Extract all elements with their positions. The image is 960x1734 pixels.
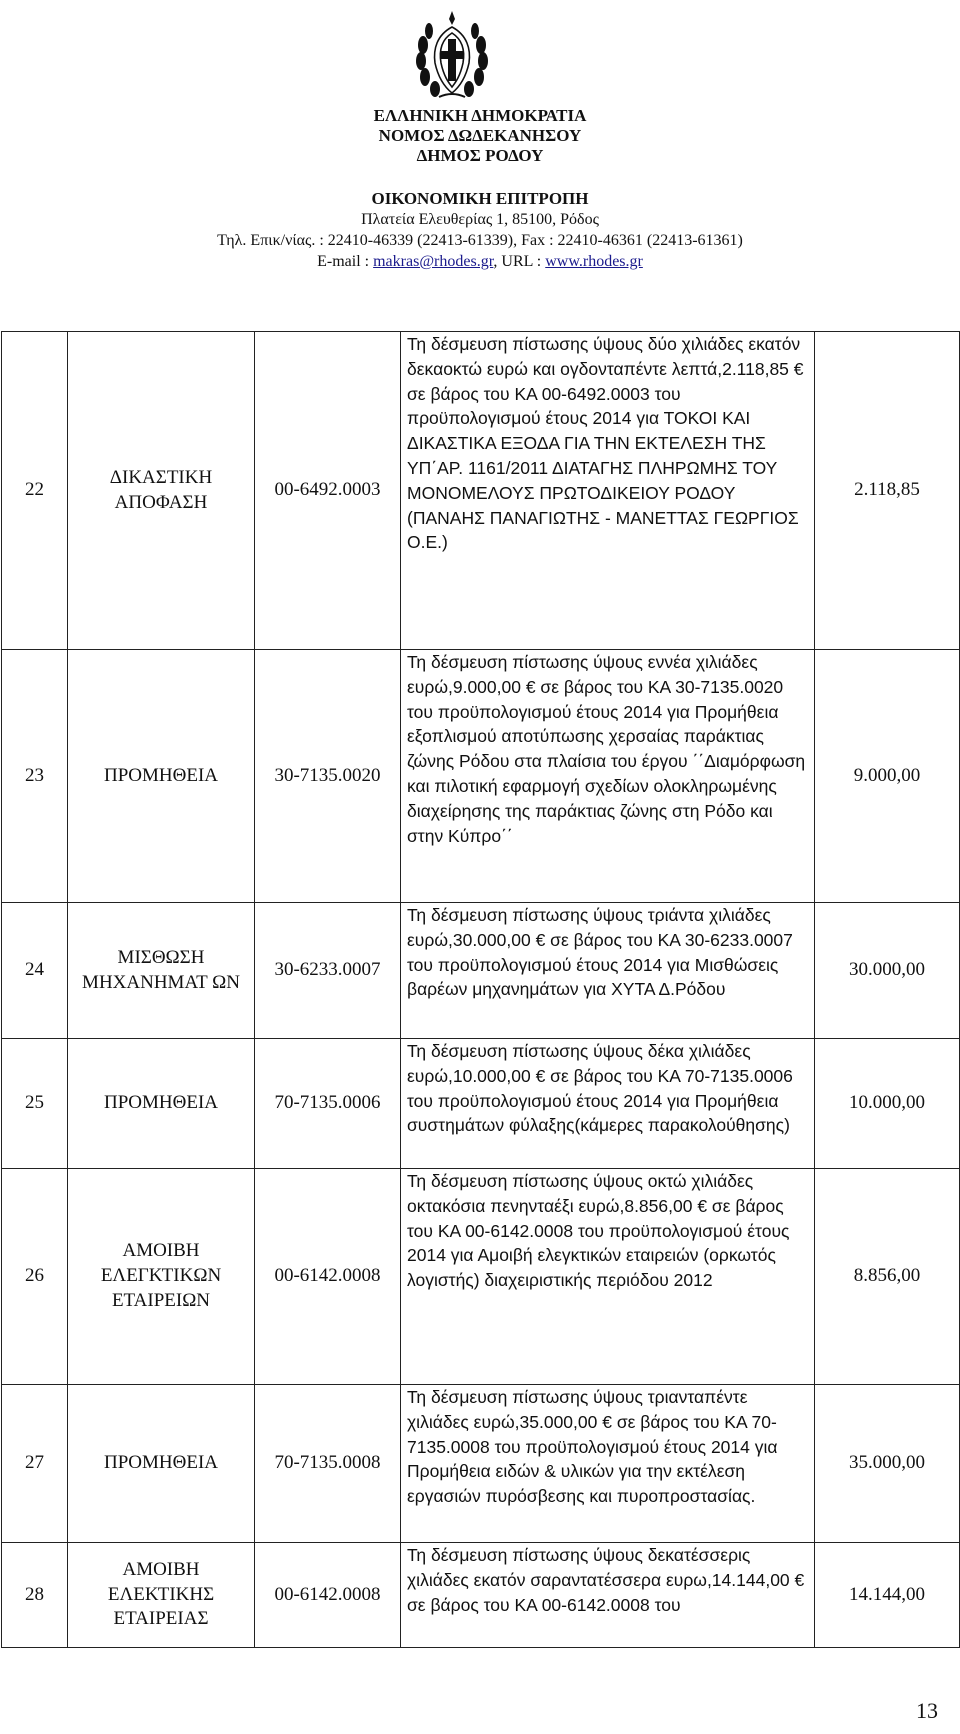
header-address: Πλατεία Ελευθερίας 1, 85100, Ρόδος: [361, 211, 599, 228]
row-code: 00-6142.0008: [255, 1169, 401, 1385]
row-description: Τη δέσμευση πίστωσης ύψους δύο χιλιάδες εκατόν δεκαοκτώ ευρώ και ογδονταπέντε λεπτά,2.118,85 € σε βάρος του ΚΑ 00-6492.0003 του προϋπολογισμού έτους 2014 για ΤΟΚΟΙ ΚΑΙ ΔΙΚΑΣΤΙΚΑ ΕΞΟΔΑ ΓΙΑ ΤΗΝ ΕΚΤΕΛΕΣΗ ΤΗΣ ΥΠ΄ΑΡ. 1161/2011 ΔΙΑΤΑΓΗΣ ΠΛΗΡΩΜΗΣ ΤΟΥ ΜΟΝΟΜΕΛΟΥΣ ΠΡΩΤΟΔΙΚΕΙΟΥ ΡΟΔΟΥ (ΠΑΝΑΗΣ ΠΑΝΑΓΙΩΤΗΣ - ΜΑΝΕΤΤΑΣ ΓΕΩΡΓΙΟΣ Ο.Ε.): [401, 332, 815, 650]
row-category: ΔΙΚΑΣΤΙΚΗ ΑΠΟΦΑΣΗ: [68, 332, 255, 650]
row-description: Τη δέσμευση πίστωσης ύψους οκτώ χιλιάδες οκτακόσια πενηνταέξι ευρώ,8.856,00 € σε βάρος του ΚΑ 00-6142.0008 του προϋπολογισμού έτους 2014 για Αμοιβή ελεγκτικών εταιρειών (ορκωτός λογιστής) διαχειριστικής περιόδου 2012: [401, 1169, 815, 1385]
url-label: , URL :: [493, 253, 546, 270]
header-contacts: [0, 252, 960, 271]
header-line-prefecture: ΝΟΜΟΣ ΔΩΔΕΚΑΝΗΣΟΥ: [378, 126, 582, 145]
header-line-republic: ΕΛΛΗΝΙΚΗ ΔΗΜΟΚΡΑΤΙΑ: [373, 106, 587, 125]
commitments-table: [1, 331, 960, 1648]
row-category: ΜΙΣΘΩΣΗ ΜΗΧΑΝΗΜΑΤ ΩΝ: [68, 903, 255, 1039]
row-number: 23: [2, 650, 68, 903]
row-description: Τη δέσμευση πίστωσης ύψους εννέα χιλιάδες ευρώ,9.000,00 € σε βάρος του ΚΑ 30-7135.0020 του προϋπολογισμού έτους 2014 για Προμήθεια εξοπλισμού αποτύπωσης χερσαίας παράκτιας ζώνης Ρόδου στα πλαίσια του έργου ΄΄Διαμόρφωση και πιλοτική εφαρμογή σχεδίων ολοκληρωμένης διαχείρησης της παράκτιας ζώνης στη Ρόδο και στην Κύπρο΄΄: [401, 650, 815, 903]
table-row: [2, 332, 960, 650]
row-code: 30-7135.0020: [255, 650, 401, 903]
row-amount: 10.000,00: [815, 1039, 960, 1169]
table-row: [2, 650, 960, 903]
row-number: 27: [2, 1385, 68, 1543]
row-code: 30-6233.0007: [255, 903, 401, 1039]
table-row: [2, 1169, 960, 1385]
row-code: 70-7135.0006: [255, 1039, 401, 1169]
row-amount: 8.856,00: [815, 1169, 960, 1385]
email-label: E-mail :: [317, 253, 374, 270]
row-amount: 14.144,00: [815, 1543, 960, 1648]
row-number: 25: [2, 1039, 68, 1169]
url-link[interactable]: www.rhodes.gr: [545, 253, 643, 270]
row-amount: 30.000,00: [815, 903, 960, 1039]
row-code: 00-6142.0008: [255, 1543, 401, 1648]
row-number: 26: [2, 1169, 68, 1385]
table-row: [2, 903, 960, 1039]
table-row: [2, 1385, 960, 1543]
greek-coat-of-arms-icon: [411, 5, 493, 101]
header-committee: ΟΙΚΟΝΟΜΙΚΗ ΕΠΙΤΡΟΠΗ: [371, 189, 589, 208]
row-description: Τη δέσμευση πίστωσης ύψους δεκατέσσερις χιλιάδες εκατόν σαραντατέσσερα ευρω,14.144,00 € σε βάρος του ΚΑ 00-6142.0008 του: [401, 1543, 815, 1648]
table-row: [2, 1543, 960, 1648]
row-code: 70-7135.0008: [255, 1385, 401, 1543]
row-number: 28: [2, 1543, 68, 1648]
row-description: Τη δέσμευση πίστωσης ύψους τριάντα χιλιάδες ευρώ,30.000,00 € σε βάρος του ΚΑ 30-6233.0007 του προϋπολογισμού έτους 2014 για Μισθώσεις βαρέων μηχανημάτων για ΧΥΤΑ Δ.Ρόδου: [401, 903, 815, 1039]
header-line-municipality: ΔΗΜΟΣ ΡΟΔΟΥ: [416, 146, 544, 165]
page-number: 13: [916, 1698, 938, 1723]
row-amount: 9.000,00: [815, 650, 960, 903]
row-category: ΠΡΟΜΗΘΕΙΑ: [68, 1385, 255, 1543]
row-description: Τη δέσμευση πίστωσης ύψους δέκα χιλιάδες ευρώ,10.000,00 € σε βάρος του ΚΑ 70-7135.0006 του προϋπολογισμού έτους 2014 για Προμήθεια συστημάτων φύλαξης(κάμερες παρακολούθησης): [401, 1039, 815, 1169]
row-category: ΠΡΟΜΗΘΕΙΑ: [68, 650, 255, 903]
table-row: [2, 1039, 960, 1169]
row-category: ΑΜΟΙΒΗ ΕΛΕΚΤΙΚΗΣ ΕΤΑΙΡΕΙΑΣ: [68, 1543, 255, 1648]
row-code: 00-6492.0003: [255, 332, 401, 650]
row-number: 22: [2, 332, 68, 650]
row-amount: 2.118,85: [815, 332, 960, 650]
row-number: 24: [2, 903, 68, 1039]
row-description: Τη δέσμευση πίστωσης ύψους τριανταπέντε χιλιάδες ευρώ,35.000,00 € σε βάρος του ΚΑ 70-7135.0008 του προϋπολογισμού έτους 2014 για Προμήθεια ειδών & υλικών για την εκτέλεση εργασιών πυρόσβεσης και πυροπροστασίας.: [401, 1385, 815, 1543]
row-category: ΠΡΟΜΗΘΕΙΑ: [68, 1039, 255, 1169]
row-amount: 35.000,00: [815, 1385, 960, 1543]
row-category: ΑΜΟΙΒΗ ΕΛΕΓΚΤΙΚΩΝ ΕΤΑΙΡΕΙΩΝ: [68, 1169, 255, 1385]
header-phones: Τηλ. Επικ/νίας. : 22410-46339 (22413-61339), Fax : 22410-46361 (22413-61361): [217, 232, 743, 249]
email-link[interactable]: makras@rhodes.gr: [373, 253, 494, 270]
